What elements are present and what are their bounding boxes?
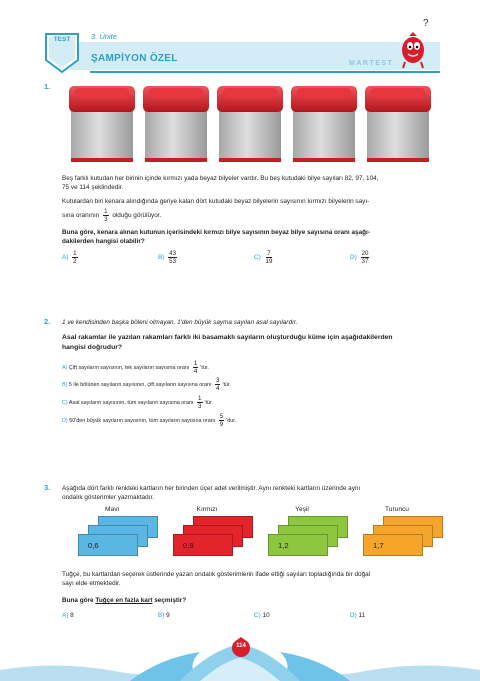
card-green-value: 1,2 (278, 541, 289, 550)
card-red-front (173, 534, 233, 556)
q2-option-b[interactable]: B) 5 ile bölünen sayıların sayısının, çift sayıların sayısına oranı $\frac{3}{4}$ 'tür. (62, 377, 232, 392)
box-illustration-row (67, 82, 445, 166)
brand-logo: MARTEST (349, 60, 394, 67)
q1-paragraph-1: Beş farklı kutudan her birinin içinde kırmızı yada beyaz bilyeler vardır. Bu beş kutudaki bilye sayıları 82, 97, 104, 75 ve 114 şeklindedir. (62, 175, 379, 191)
q1-option-a[interactable]: A) $\frac{1}{2}$ (62, 250, 77, 265)
card-orange-front (363, 534, 423, 556)
q3-number: 3. (44, 483, 51, 492)
card-label-blue: Mavi (105, 506, 119, 513)
q1-paragraph-2: Kutulardan biri kenara alındığında geriye kalan dört kutudaki beyaz bilyelerin sayısının kırmızı bilyelerin sayı- sına oranının $\frac{1}{3}$ olduğu görülüyor. (62, 198, 370, 223)
card-blue-value: 0,6 (88, 541, 99, 550)
q3-option-b[interactable]: B) 9 (158, 612, 170, 619)
card-orange-value: 1,7 (373, 541, 384, 550)
q3-paragraph-2: Tuğçe, bu kartlardan seçerek üstlerinde yazan ondalık gösterimlerin ifade ettiği sayıları topladığında bir doğal sayı elde etmektedir. (62, 571, 371, 587)
card-blue-front (78, 534, 138, 556)
q2-option-a[interactable]: A) Çift sayıların sayısının, tek sayıların sayısına oranı $\frac{1}{4}$ 'tür. (62, 360, 209, 375)
unit-label: 3. Ünite (91, 32, 117, 41)
q2-option-c[interactable]: C) Asal sayıların sayısının, tüm sayıların sayısına oranı $\frac{1}{3}$ 'tür. (62, 395, 214, 410)
card-red-value: 0,9 (183, 541, 194, 550)
test-tag: TEST (53, 36, 71, 43)
card-label-orange: Turuncu (385, 506, 409, 513)
q2-question: Asal rakamlar ile yazılan rakamları farklı iki basamaklı sayıların oluşturduğu küme için aşağıdakilerden hangisi doğrudur? (62, 334, 393, 351)
q3-paragraph-1: Aşağıda dört farklı renkteki kartların her birinden üçer adet verilmiştir. Aynı renkteki kartların üzerinde aynı ondalık gösterimler yazmaktadır. (62, 485, 361, 501)
card-label-green: Yeşil (295, 506, 309, 513)
mascot-icon (395, 24, 435, 70)
fraction-one-third: $\frac{1}{3}$ (104, 208, 108, 223)
q1-option-d[interactable]: D) $\frac{20}{37}$ (350, 250, 369, 265)
q2-option-d[interactable]: D) 50'den büyük sayıların sayısının, tüm sayıların sayısına oranı $\frac{5}{9}$ 'dur. (62, 413, 237, 428)
q1-number: 1. (44, 82, 51, 91)
header-line (90, 71, 440, 73)
q1-option-b[interactable]: B) $\frac{43}{53}$ (158, 250, 177, 265)
card-green-front (268, 534, 328, 556)
q1-option-c[interactable]: C) $\frac{7}{19}$ (254, 250, 273, 265)
q3-option-c[interactable]: C) 10 (254, 612, 270, 619)
q2-number: 2. (44, 317, 51, 326)
q2-intro: 1 ve kendisinden başka böleni olmayan, 1'den büyük sayma sayıları asal sayılardır. (62, 319, 298, 326)
q3-option-d[interactable]: D) 11 (350, 612, 366, 619)
question-mark: ? (423, 18, 429, 29)
q3-question: Buna göre Tuğçe en fazla kart seçmiştir? (62, 597, 187, 604)
page-number: 114 (236, 643, 246, 649)
card-label-red: Kırmızı (196, 506, 218, 513)
q1-question: Buna göre, kenara alınan kutunun içerisindeki kırmızı bilye sayısının beyaz bilye sayısına oranı aşağı- dakilerden hangisi olabilir? (62, 229, 370, 245)
q3-option-a[interactable]: A) 8 (62, 612, 74, 619)
page-title: ŞAMPİYON ÖZEL (91, 53, 178, 64)
